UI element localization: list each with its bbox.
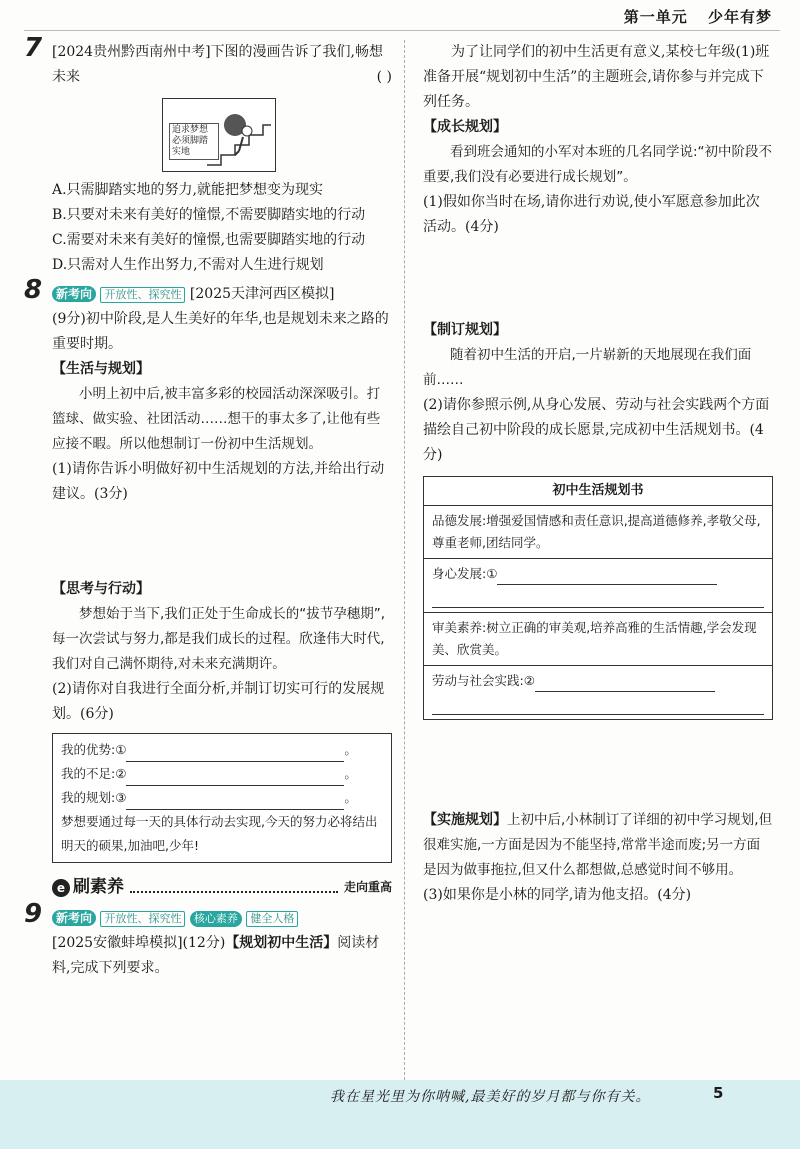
material-text: 小明上初中后,被丰富多彩的校园活动深深吸引。打篮球、做实验、社团活动……想干的事太多了,让他有些应接不暇。所以他想制订一份初中生活规划。 [52, 386, 381, 452]
page-footer [0, 1080, 800, 1149]
option-d[interactable]: D.只需对人生作出努力,不需对人生进行规划 [52, 257, 324, 273]
banner-goal: 走向重高 [343, 880, 392, 894]
plan-title: 初中生活规划书 [424, 477, 772, 506]
question-7 [24, 33, 392, 278]
section-title: 【成长规划】 [423, 119, 507, 135]
cartoon-image [162, 98, 276, 172]
section-title: 【生活与规划】 [52, 361, 150, 377]
plan-row-moral: 品德发展:增强爱国情感和责任意识,提高道德修养,孝敬父母,尊重老师,团结同学。 [424, 506, 772, 559]
unit-label: 第一单元 [623, 8, 688, 26]
answer-space[interactable] [52, 507, 392, 577]
question-intro: (9分)初中阶段,是人生美好的年华,也是规划未来之路的重要时期。 [52, 311, 389, 352]
weakness-line: 我的不足:② 。 [61, 762, 383, 786]
strength-line: 我的优势:① 。 [61, 738, 383, 762]
footer-slogan: 我在星光里为你呐喊,最美好的岁月都与你有关。 [330, 1089, 651, 1105]
tags-badge: 开放性、探究性 [100, 911, 185, 927]
right-column [423, 40, 773, 908]
dotted-line [130, 883, 338, 893]
plan-row-labor: 劳动与社会实践:② [424, 666, 772, 719]
answer-paren: ( ) [376, 69, 392, 85]
column-divider [404, 40, 405, 1080]
question-8 [24, 275, 392, 863]
e-icon: e [52, 879, 70, 897]
question-number: 9 [24, 899, 43, 929]
plan-row-aesthetic: 审美素养:树立正确的审美观,培养高雅的生活情趣,学会发现美、欣赏美。 [424, 613, 772, 666]
material-text: 随着初中生活的开启,一片崭新的天地展现在我们面前…… [423, 347, 752, 388]
labor-blank-2[interactable] [432, 694, 764, 715]
option-b[interactable]: B.只要对未来有美好的憧憬,不需要脚踏实地的行动 [52, 207, 366, 223]
plan-line: 我的规划:③ 。 [61, 786, 383, 810]
self-analysis-box [52, 733, 392, 863]
tags-badge: 开放性、探究性 [100, 287, 185, 303]
question-tail: 阅读材料,完成下列要求。 [52, 935, 380, 976]
section-title: 【思考与行动】 [52, 581, 150, 597]
physical-blank-2[interactable] [432, 587, 764, 608]
cartoon-caption: 追求梦想必须脚踏实地 [169, 123, 219, 160]
new-direction-badge: 新考向 [52, 286, 96, 302]
plan-table [423, 476, 773, 720]
sub-question: (2)请你对自我进行全面分析,并制订切实可行的发展规划。(6分) [52, 681, 385, 722]
page-number: 5 [713, 1084, 724, 1102]
left-column [24, 33, 392, 981]
material-text: 看到班会通知的小军对本班的几名同学说:“初中阶段不重要,我们没有必要进行成长规划”。 [423, 144, 773, 185]
sub-question: (1)请你告诉小明做好初中生活规划的方法,并给出行动建议。(3分) [52, 461, 385, 502]
question-stem: [2024贵州黔西南州中考]下图的漫画告诉了我们,畅想未来 [52, 44, 384, 85]
new-direction-badge: 新考向 [52, 910, 96, 926]
option-a[interactable]: A.只需脚踏实地的努力,就能把梦想变为现实 [52, 182, 324, 198]
section-title: 【实施规划】 [423, 812, 507, 828]
question-9 [24, 899, 392, 981]
option-c[interactable]: C.需要对未来有美好的憧憬,也需要脚踏实地的行动 [52, 232, 366, 248]
shua-suyang-banner [52, 875, 392, 900]
sub-question: (3)如果你是小林的同学,请为他支招。(4分) [423, 887, 692, 903]
options-list [52, 178, 392, 278]
question-topic: 【规划初中生活】 [225, 935, 338, 951]
physical-blank[interactable] [497, 584, 717, 585]
plan-row-physical: 身心发展:① [424, 559, 772, 613]
question-source: [2025安徽蚌埠模拟](12分) [52, 935, 226, 951]
unit-title: 少年有梦 [707, 8, 772, 26]
page-header [610, 6, 772, 27]
header-divider [24, 30, 780, 31]
sub-question: (2)请你参照示例,从身心发展、劳动与社会实践两个方面描绘自己初中阶段的成长愿景,完成初中生活规划书。(4分) [423, 397, 770, 463]
encouragement-note: 梦想要通过每一天的具体行动去实现,今天的努力必将结出明天的硕果,加油吧,少年! [61, 814, 378, 853]
material-text: 上初中后,小林制订了详细的初中学习规划,但很难实施,一方面是因为不能坚持,常常半途而废;另一方面是因为做事拖拉,但又什么都想做,总感觉时间不够用。 [423, 812, 773, 878]
core-literacy-badge: 核心素养 [190, 911, 242, 927]
answer-space[interactable] [423, 720, 773, 808]
question-number: 8 [24, 275, 43, 305]
labor-blank[interactable] [535, 691, 715, 692]
core-tag-badge: 健全人格 [246, 911, 298, 927]
q9-intro: 为了让同学们的初中生活更有意义,某校七年级(1)班准备开展“规划初中生活”的主题班会,请你参与并完成下列任务。 [423, 44, 770, 110]
material-text: 梦想始于当下,我们正处于生命成长的“拔节孕穗期”,每一次尝试与努力,都是我们成长的过程。欣逢伟大时代,我们对自己满怀期待,对未来充满期许。 [52, 606, 386, 672]
section-title: 【制订规划】 [423, 322, 507, 338]
question-number: 7 [24, 33, 43, 63]
banner-title: 刷素养 [73, 877, 124, 897]
question-source: [2025天津河西区模拟] [189, 286, 335, 302]
sub-question: (1)假如你当时在场,请你进行劝说,使小军愿意参加此次活动。(4分) [423, 194, 760, 235]
answer-space[interactable] [423, 240, 773, 318]
